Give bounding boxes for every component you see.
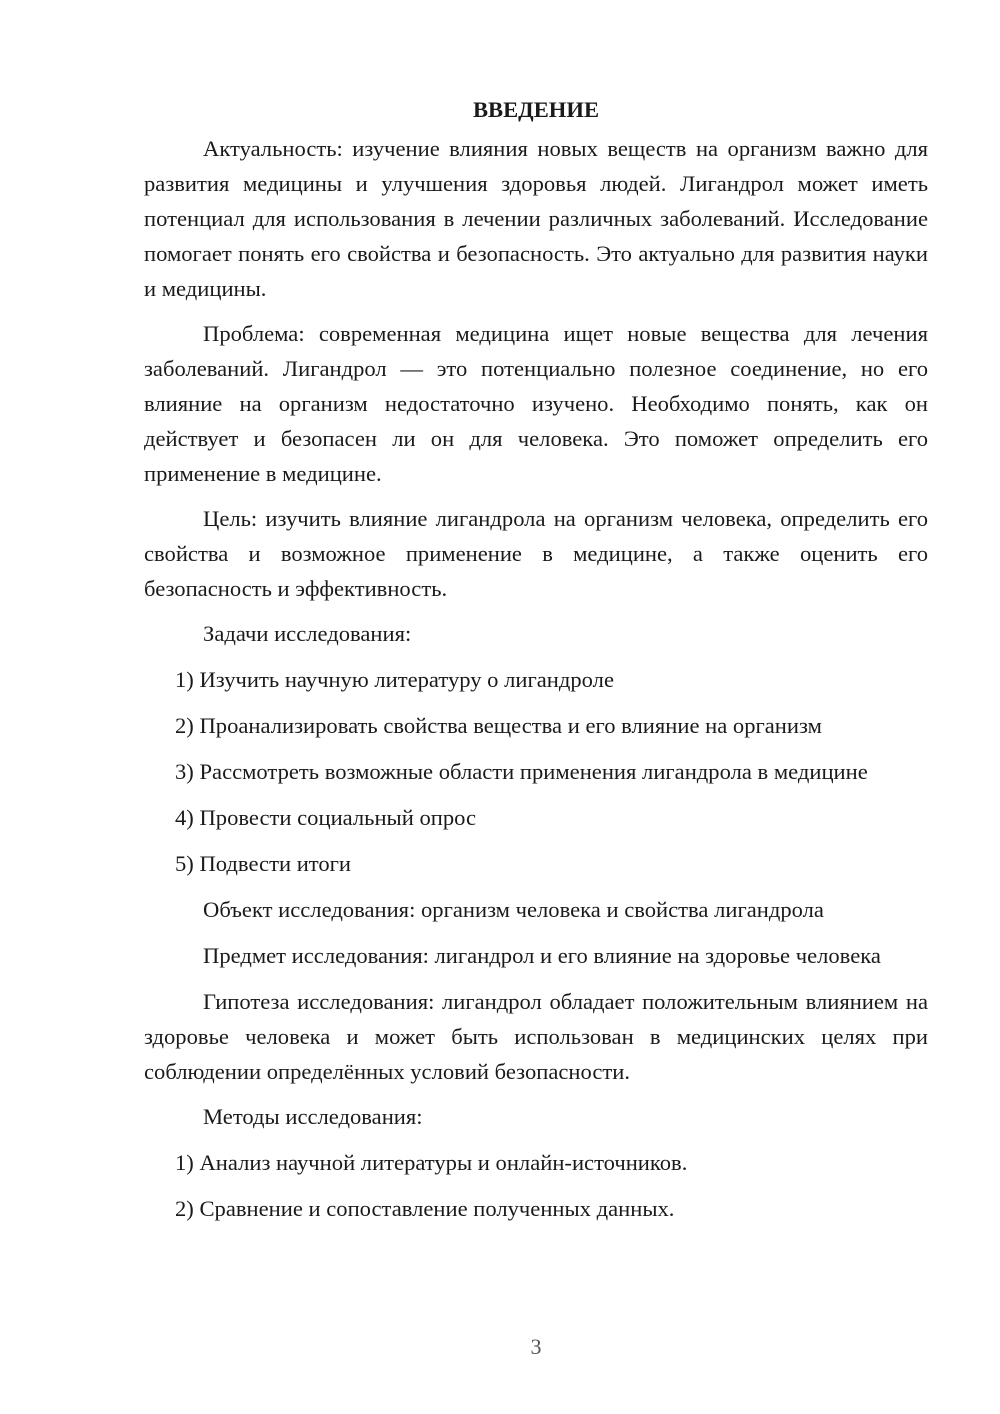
goal-paragraph: Цель: изучить влияние лигандрола на организм человека, определить его свойства и возможное применение в медицине, а также оценить его безопасность и эффективность. (144, 506, 928, 601)
page-content (144, 92, 928, 1237)
section-title: ВВЕДЕНИЕ (472, 97, 600, 122)
task-item-5: 5) Подвести итоги (175, 851, 352, 876)
method-item-2: 2) Сравнение и сопоставление полученных данных. (175, 1196, 675, 1221)
methods-heading: Методы исследования: (203, 1104, 423, 1129)
subject-paragraph: Предмет исследования: лигандрол и его влияние на здоровье человека (203, 943, 881, 968)
task-item-4: 4) Провести социальный опрос (175, 805, 477, 830)
hypothesis-paragraph: Гипотеза исследования: лигандрол обладает положительным влиянием на здоровье человека и может быть использован в медицинских целях при соблюдении определённых условий безопасности. (144, 989, 928, 1084)
page-number: 3 (530, 1334, 542, 1359)
task-item-1: 1) Изучить научную литературу о лигандроле (175, 667, 614, 692)
object-line: Объект исследования: организм человека и свойства лигандрола (203, 897, 824, 922)
task-item-3: 3) Рассмотреть возможные области применения лигандрола в медицине (175, 759, 868, 784)
method-item-1: 1) Анализ научной литературы и онлайн-источников. (175, 1150, 688, 1175)
task-item-2: 2) Проанализировать свойства вещества и его влияние на организм (175, 713, 822, 738)
tasks-heading: Задачи исследования: (203, 621, 412, 646)
relevance-paragraph: Актуальность: изучение влияния новых веществ на организм важно для развития медицины и улучшения здоровья людей. Лигандрол может иметь потенциал для использования в лечении различных заболеваний. Исследование помогает понять его свойства и безопасность. Это актуально для развития науки и медицины. (144, 136, 928, 301)
problem-paragraph: Проблема: современная медицина ищет новые вещества для лечения заболеваний. Лигандрол — это потенциально полезное соединение, но его влияние на организм недостаточно изучено. Необходимо понять, как он действует и безопасен ли он для человека. Это поможет определить его применение в медицине. (144, 321, 928, 486)
